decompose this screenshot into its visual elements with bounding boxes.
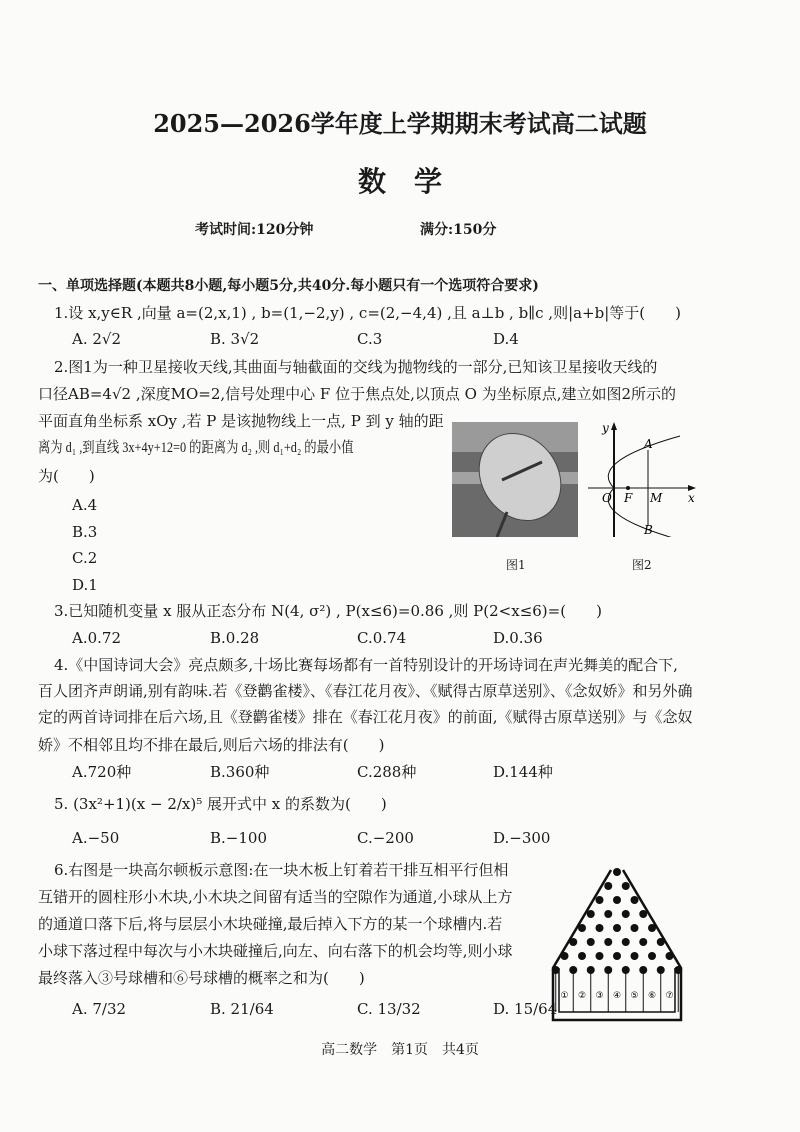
q6-line: 互错开的圆柱形小木块,小木块之间留有适当的空隙作为通道,小球从上方 [38, 888, 513, 906]
q1-option-d: D.4 [493, 330, 519, 348]
q3-stem: 3.已知随机变量 x 服从正态分布 N(4, σ²) , P(x≤6)=0.86 ,则 P(2<x≤6)=( ) [54, 602, 602, 620]
peg [604, 910, 612, 918]
peg [639, 938, 647, 946]
satellite-dish-photo [452, 422, 578, 537]
q6-line: 的通道口落下后,将与层层小木块碰撞,最后掉入下方的某一个球槽内.若 [38, 915, 503, 933]
q1-option-a: A. 2√2 [72, 330, 122, 348]
peg [631, 924, 639, 932]
peg [613, 952, 621, 960]
peg [639, 910, 647, 918]
q2-line: 口径AB=4√2 ,深度MO=2,信号处理中心 F 位于焦点处,以顶点 O 为坐标原点,建立如图2所示的 [38, 385, 677, 403]
q2-line: 为( ) [38, 467, 95, 485]
slot-tray [559, 968, 675, 1012]
exam-time: 考试时间:120分钟 [195, 222, 314, 238]
q3-option-b: B.0.28 [210, 629, 260, 647]
peg [596, 952, 604, 960]
slot-label: ⑦ [665, 991, 674, 1001]
q6-line: 小球下落过程中每次与小木块碰撞后,向左、向右落下的机会均等,则小球 [38, 942, 513, 960]
peg [648, 952, 656, 960]
peg [648, 924, 656, 932]
q5-option-b: B.−100 [210, 829, 267, 847]
label-o: O [602, 491, 612, 505]
axis-label-y: y [602, 422, 609, 435]
page-footer: 高二数学 第1页 共4页 [321, 1042, 479, 1058]
peg [613, 896, 621, 904]
q5-option-a: A.−50 [72, 829, 120, 847]
figure1-caption: 图1 [506, 558, 526, 572]
peg [587, 938, 595, 946]
q1-option-c: C.3 [357, 330, 383, 348]
slot-label: ② [577, 991, 587, 1001]
q3-option-c: C.0.74 [357, 629, 407, 647]
peg [622, 938, 630, 946]
subject-title: 数 学 [357, 165, 442, 198]
slot-label: ④ [612, 991, 622, 1001]
slot-label: ⑥ [647, 991, 657, 1001]
q4-line: 定的两首诗词排在后六场,且《登鹳雀楼》排在《春江花月夜》的前面,《赋得古原草送别》与《念奴 [38, 708, 693, 726]
slot-label: ① [560, 991, 569, 1001]
peg [561, 952, 569, 960]
peg [622, 910, 630, 918]
slot-label: ③ [595, 991, 604, 1001]
peg [666, 952, 674, 960]
peg [631, 952, 639, 960]
q6-option-b: B. 21/64 [210, 1000, 274, 1018]
figure2-caption: 图2 [632, 558, 652, 572]
q1-stem: 1.设 x,y∈R ,向量 a=(2,x,1) , b=(1,−2,y) , c=(2,−4,4) ,且 a⊥b , b∥c ,则|a+b|等于( ) [54, 304, 681, 322]
q4-option-b: B.360种 [210, 763, 270, 781]
q6-option-d: D. 15/64 [493, 1000, 558, 1018]
label-f: F [624, 491, 633, 505]
q4-line: 4.《中国诗词大会》亮点颇多,十场比赛每场都有一首特别设计的开场诗词在声光舞美的配合下, [54, 656, 678, 674]
peg [613, 924, 621, 932]
q5-option-c: C.−200 [357, 829, 414, 847]
peg [569, 938, 577, 946]
q2-line: 平面直角坐标系 xOy ,若 P 是该抛物线上一点, P 到 y 轴的距 [38, 412, 444, 430]
q5-stem: 5. (3x²+1)(x − 2/x)⁵ 展开式中 x 的系数为( ) [54, 795, 387, 813]
q4-option-a: A.720种 [72, 763, 132, 781]
q4-option-d: D.144种 [493, 763, 553, 781]
peg [622, 882, 630, 890]
peg [596, 924, 604, 932]
full-score: 满分:150分 [420, 222, 497, 238]
peg [657, 938, 665, 946]
q6-option-a: A. 7/32 [72, 1000, 127, 1018]
q2-option-d: D.1 [72, 576, 98, 594]
label-b: B [644, 523, 653, 537]
q4-option-c: C.288种 [357, 763, 417, 781]
q4-line: 百人团齐声朗诵,别有韵味.若《登鹳雀楼》、《春江花月夜》、《赋得古原草送别》、《念奴娇》和另外确 [38, 682, 693, 700]
galton-board-diagram [545, 860, 690, 1030]
q2-option-b: B.3 [72, 523, 98, 541]
q2-option-a: A.4 [72, 496, 98, 514]
q3-option-d: D.0.36 [493, 629, 543, 647]
section-heading: 一、单项选择题(本题共8小题,每小题5分,共40分.每小题只有一个选项符合要求) [38, 278, 539, 294]
q1-option-b: B. 3√2 [210, 330, 260, 348]
peg [604, 882, 612, 890]
q6-option-c: C. 13/32 [357, 1000, 421, 1018]
peg [631, 896, 639, 904]
q2-line: 离为 d₁ ,到直线 3x+4y+12=0 的距离为 d₂ ,则 d₁+d₂ 的最小值 [38, 440, 354, 456]
label-m: M [650, 491, 663, 505]
q2-option-c: C.2 [72, 549, 98, 567]
peg [578, 952, 586, 960]
q4-line: 娇》不相邻且均不排在最后,则后六场的排法有( ) [38, 736, 385, 754]
q6-line: 6.右图是一块高尔顿板示意图:在一块木板上钉着若干排互相平行但相 [54, 861, 509, 879]
parabola-diagram [588, 422, 698, 537]
peg [613, 868, 621, 876]
q2-line: 2.图1为一种卫星接收天线,其曲面与轴截面的交线为抛物线的一部分,已知该卫星接收天线的 [54, 358, 658, 376]
label-a: A [644, 437, 653, 451]
peg [578, 924, 586, 932]
peg [604, 938, 612, 946]
q6-line: 最终落入③号球槽和⑥号球槽的概率之和为( ) [38, 969, 365, 987]
peg [596, 896, 604, 904]
slot-label: ⑤ [630, 991, 639, 1001]
q5-option-d: D.−300 [493, 829, 551, 847]
peg [587, 910, 595, 918]
exam-title: 2025—2026学年度上学期期末考试高二试题 [153, 109, 647, 138]
axis-label-x: x [688, 491, 695, 505]
q3-option-a: A.0.72 [72, 629, 121, 647]
